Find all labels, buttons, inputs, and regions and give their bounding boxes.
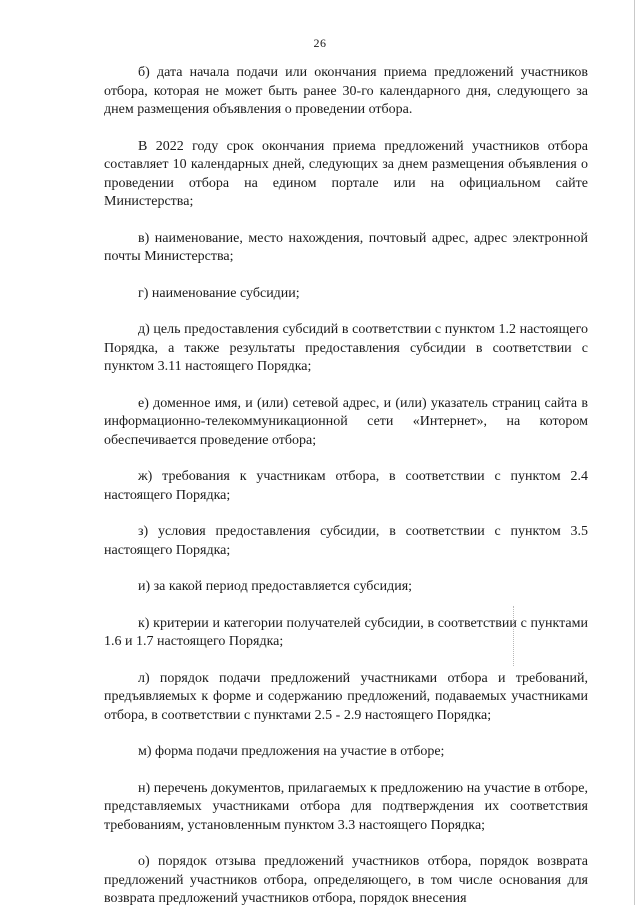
paragraph-z: з) условия предоставления субсидии, в соответствии с пунктом 3.5 настоящего Порядка; [104,524,588,558]
paragraph-zh: ж) требования к участникам отбора, в соответствии с пунктом 2.4 настоящего Порядка; [104,469,588,503]
paragraph-v: в) наименование, место нахождения, почтовый адрес, адрес электронной почты Министерства; [104,230,588,264]
paragraph-g: г) наименование субсидии; [138,285,300,301]
paragraph-m: м) форма подачи предложения на участие в отборе; [138,744,445,759]
paragraph-k: к) критерии и категории получателей субсидии, в соответствии с пунктами 1.6 и 1.7 настоящего Порядка; [104,615,588,649]
paragraph-2022-deadline: В 2022 году срок окончания приема предложений участников отбора составляет 10 календарных дней, следующих за днем размещения объявления о проведении отбора на едином портале или на официальном сайте Министерства; [104,138,588,209]
paragraph-l: л) порядок подачи предложений участниками отбора и требований, предъявляемых к форме и содержанию предложений, подаваемых участниками отбора, в соответствии с пунктами 2.5 - 2.9 настоящего Порядка; [104,670,588,723]
paragraph-i: и) за какой период предоставляется субсидия; [138,579,413,594]
paragraph-e: е) доменное имя, и (или) сетевой адрес, и (или) указатель страниц сайта в информационно-телекоммуникационной сети «Интернет», на котором обеспечивается проведение отбора; [104,395,588,448]
scan-edge-line [634,0,635,905]
page-number: 26 [313,36,327,50]
paragraph-o: о) порядок отзыва предложений участников отбора, порядок возврата предложений участников отбора, определяющего, в том числе основания для возврата предложений участников отбора, порядок внесения [104,854,588,906]
paragraph-d: д) цель предоставления субсидий в соответствии с пунктом 1.2 настоящего Порядка, а также результаты предоставления субсидии в соответствии с пунктом 3.11 настоящего Порядка; [104,322,588,374]
paragraph-n: н) перечень документов, прилагаемых к предложению на участие в отборе, представляемых участниками отбора для подтверждения их соответствия требованиям, установленным пунктом 3.3 настоящего Порядка; [104,780,588,833]
document-body [104,64,588,909]
paragraph-b: б) дата начала подачи или окончания приема предложений участников отбора, которая не может быть ранее 30-го календарного дня, следующего за днем размещения объявления о проведении отбора. [104,65,588,117]
